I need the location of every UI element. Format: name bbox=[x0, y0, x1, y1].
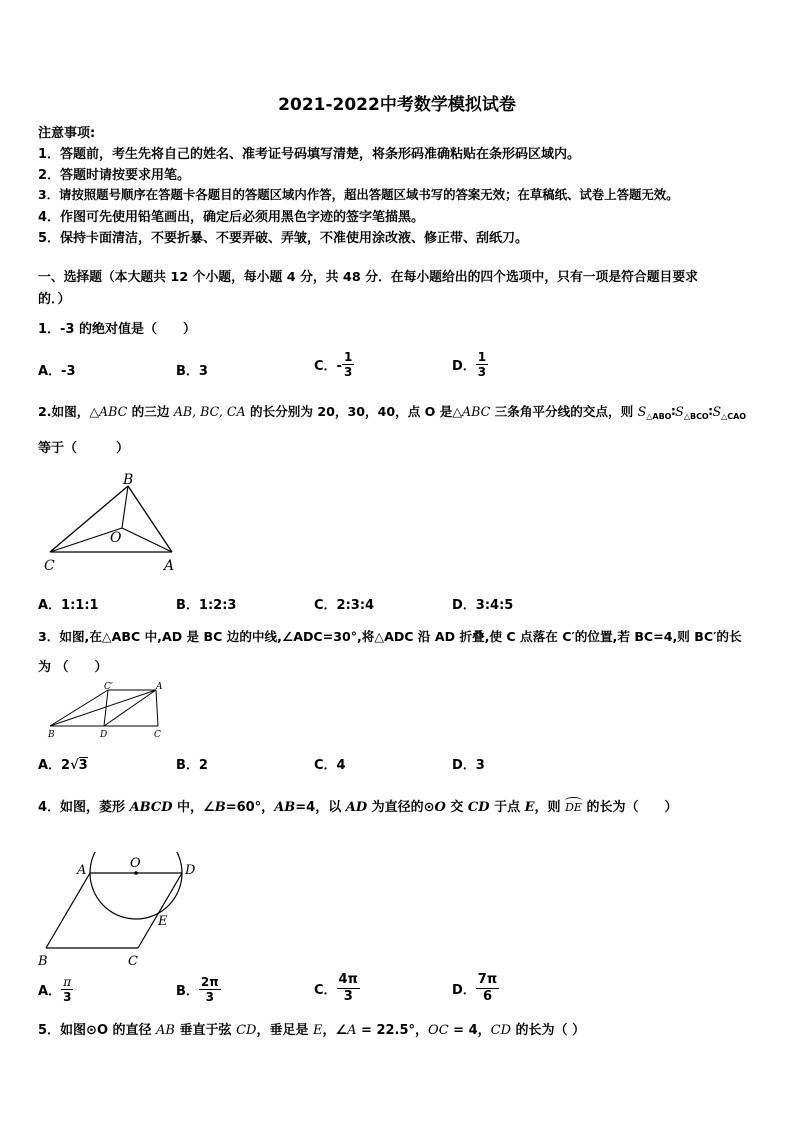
label-d: D bbox=[100, 730, 108, 740]
q2-option-d: D．3:4:5 bbox=[452, 598, 514, 613]
q5-stem: 5．如图⊙O 的直径 AB 垂直于弦 CD，垂足是 E，∠A = 22.5°，OC = 4，CD 的长为（ ） bbox=[38, 1023, 586, 1038]
label-d: D bbox=[185, 863, 196, 878]
segment-bcp bbox=[50, 690, 108, 726]
notice-item: 3．请按照题号顺序在答题卡各题目的答题区域内作答，超出答题区域书写的答案无效；在草稿纸、试卷上答题无效。 bbox=[38, 187, 679, 202]
q2-option-a: A．1:1:1 bbox=[38, 598, 99, 613]
q4-option-d: D． $\frac{7\pi}{6}$ bbox=[452, 972, 498, 1004]
center-o-dot bbox=[134, 871, 138, 875]
q3-fold-figure bbox=[38, 680, 178, 742]
q1-option-a: A．-3 bbox=[38, 364, 76, 379]
q1-option-d: D． $\frac{1}{3}$ bbox=[452, 350, 487, 379]
label-b: B bbox=[48, 730, 55, 740]
notice-item: 2．答题时请按要求用笔。 bbox=[38, 168, 191, 183]
label-o: O bbox=[110, 530, 122, 546]
q2-stem: 2.如图，△ABC 的三边 AB, BC, CA 的长分别为 20，30，40，点 O 是△ABC 三条角平分线的交点，则 $S_{\triangle ABO}∶S_{\triangle BCO}∶S_{\triangle CAO}$ bbox=[38, 404, 747, 421]
q4-option-c: C． $\frac{4\pi}{3}$ bbox=[314, 972, 358, 1004]
q3-option-d: D．3 bbox=[452, 758, 485, 773]
section-heading: 一、选择题（本大题共 12 个小题，每小题 4 分，共 48 分．在每小题给出的四个选项中，只有一项是符合题目要求 bbox=[38, 270, 698, 285]
q3-option-c: C．4 bbox=[314, 758, 346, 773]
segment-ba bbox=[128, 486, 172, 552]
q4-option-a: A． $\frac{\pi}{3}$ bbox=[38, 975, 72, 1004]
q3-option-b: B．2 bbox=[176, 758, 208, 773]
label-a: A bbox=[77, 863, 87, 878]
label-c: C bbox=[154, 730, 161, 740]
q3-stem: 3．如图,在△ABC 中,AD 是 BC 边的中线,∠ADC=30°,将△ADC 沿 AD 折叠,使 C 点落在 C′的位置,若 BC=4,则 BC′的长 bbox=[38, 629, 742, 644]
q2-triangle-figure bbox=[38, 470, 188, 575]
label-cprime: C′ bbox=[104, 682, 113, 692]
notice-heading: 注意事项: bbox=[38, 126, 96, 141]
label-b: B bbox=[123, 472, 134, 488]
segment-ba bbox=[50, 690, 156, 726]
label-o: O bbox=[130, 856, 141, 871]
segment-ca bbox=[156, 690, 158, 726]
q2-stem-cont: 等于（ ） bbox=[38, 441, 130, 456]
segment-da bbox=[104, 690, 156, 726]
label-b: B bbox=[38, 954, 48, 969]
q4-stem: 4．如图，菱形 ABCD 中，∠B=60°，AB=4，以 AD 为直径的⊙O 交 CD 于点 E，则 DE 的长为（ ） bbox=[38, 796, 677, 815]
q3-stem-cont: 为 （ ） bbox=[38, 660, 108, 675]
segment-ab bbox=[46, 873, 90, 948]
page-title: 2021-2022中考数学模拟试卷 bbox=[278, 95, 516, 115]
segment-cd bbox=[138, 873, 182, 948]
q2-option-c: C．2:3:4 bbox=[314, 598, 375, 613]
notice-item: 4．作图可先使用铅笔画出，确定后必须用黑色字迹的签字笔描黑。 bbox=[38, 210, 425, 225]
segment-dcp bbox=[104, 690, 108, 726]
label-e: E bbox=[158, 914, 168, 929]
label-a: A bbox=[164, 558, 175, 574]
notice-item: 1．答题前，考生先将自己的姓名、准考证号码填写清楚，将条形码准确粘贴在条形码区域内。 bbox=[38, 147, 581, 162]
q3-option-a: A．2√3 bbox=[38, 758, 88, 773]
q2-option-b: B．1:2:3 bbox=[176, 598, 237, 613]
q1-option-b: B．3 bbox=[176, 364, 208, 379]
q1-option-c: C．- $\frac{1}{3}$ bbox=[314, 350, 353, 379]
label-a: A bbox=[156, 682, 163, 692]
label-c: C bbox=[128, 954, 138, 969]
q4-rhombus-figure bbox=[36, 852, 206, 970]
notice-item: 5．保持卡面清洁，不要折暴、不要弄破、弄皱，不准使用涂改液、修正带、刮纸刀。 bbox=[38, 231, 529, 246]
section-heading-cont: 的．） bbox=[38, 292, 71, 307]
q4-option-b: B． $\frac{2\pi}{3}$ bbox=[176, 975, 219, 1004]
q1-stem: 1．-3 的绝对值是（ ） bbox=[38, 322, 197, 337]
segment-ob bbox=[122, 486, 128, 528]
label-c: C bbox=[44, 558, 55, 574]
